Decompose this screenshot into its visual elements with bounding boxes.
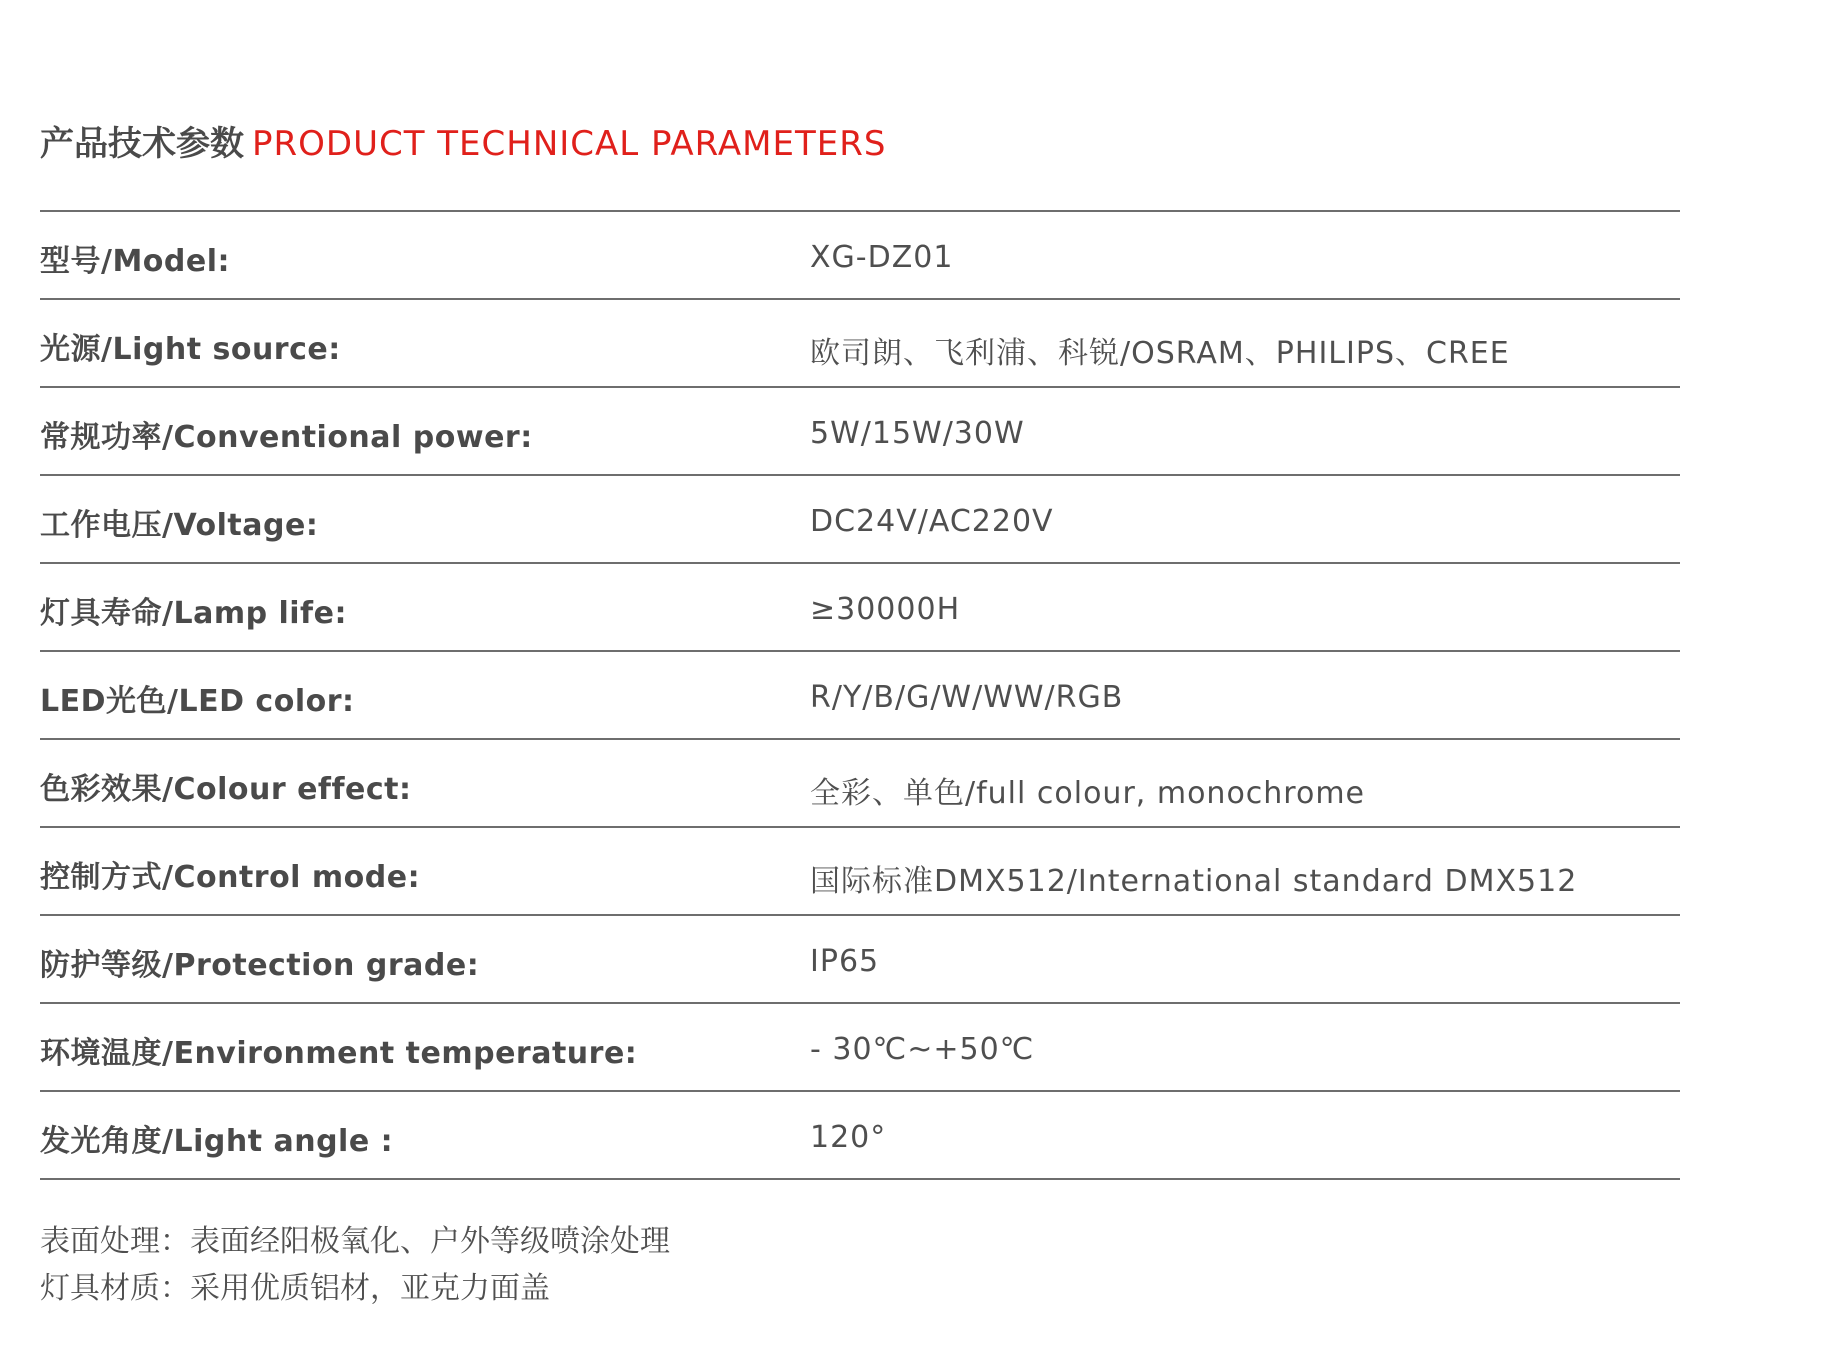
- param-label: 环境温度/Environment temperature:: [40, 1036, 638, 1071]
- param-label: 控制方式/Control mode:: [40, 860, 421, 895]
- table-row: [40, 300, 1680, 388]
- param-value: 欧司朗、飞利浦、科锐/OSRAM、PHILIPS、CREE: [810, 336, 1510, 371]
- param-value: 120°: [810, 1120, 887, 1155]
- page-heading: [40, 120, 886, 168]
- param-value: DC24V/AC220V: [810, 504, 1054, 539]
- table-row: [40, 212, 1680, 300]
- param-value: 全彩、单色/full colour, monochrome: [810, 776, 1366, 811]
- param-value: - 30℃~+50℃: [810, 1032, 1035, 1067]
- table-row: [40, 564, 1680, 652]
- table-row: [40, 828, 1680, 916]
- param-label: 防护等级/Protection grade:: [40, 948, 480, 983]
- param-value: 国际标准DMX512/International standard DMX512: [810, 864, 1578, 899]
- param-value: R/Y/B/G/W/WW/RGB: [810, 680, 1124, 715]
- table-row: [40, 916, 1680, 1004]
- param-value: XG-DZ01: [810, 240, 954, 275]
- param-label: 灯具寿命/Lamp life:: [40, 596, 347, 631]
- table-row: [40, 388, 1680, 476]
- param-label: 发光角度/Light angle :: [40, 1124, 394, 1159]
- param-value: IP65: [810, 944, 880, 979]
- table-row: [40, 1004, 1680, 1092]
- notes-block: [40, 1218, 670, 1312]
- table-row: [40, 652, 1680, 740]
- param-value: ≥30000H: [810, 592, 961, 627]
- param-value: 5W/15W/30W: [810, 416, 1025, 451]
- heading-chinese: 产品技术参数: [40, 124, 244, 164]
- param-label: 色彩效果/Colour effect:: [40, 772, 412, 807]
- parameters-table: [40, 210, 1680, 1180]
- table-row: [40, 476, 1680, 564]
- table-row: [40, 740, 1680, 828]
- param-label: 常规功率/Conventional power:: [40, 420, 533, 455]
- surface-treatment-note: 表面处理：表面经阳极氧化、户外等级喷涂处理: [40, 1224, 670, 1259]
- param-label: 光源/Light source:: [40, 332, 341, 367]
- table-row: [40, 1092, 1680, 1180]
- param-label: LED光色/LED color:: [40, 684, 355, 719]
- lamp-material-note: 灯具材质：采用优质铝材，亚克力面盖: [40, 1271, 550, 1306]
- param-label: 工作电压/Voltage:: [40, 508, 319, 543]
- heading-english: PRODUCT TECHNICAL PARAMETERS: [252, 124, 887, 164]
- param-label: 型号/Model:: [40, 244, 231, 279]
